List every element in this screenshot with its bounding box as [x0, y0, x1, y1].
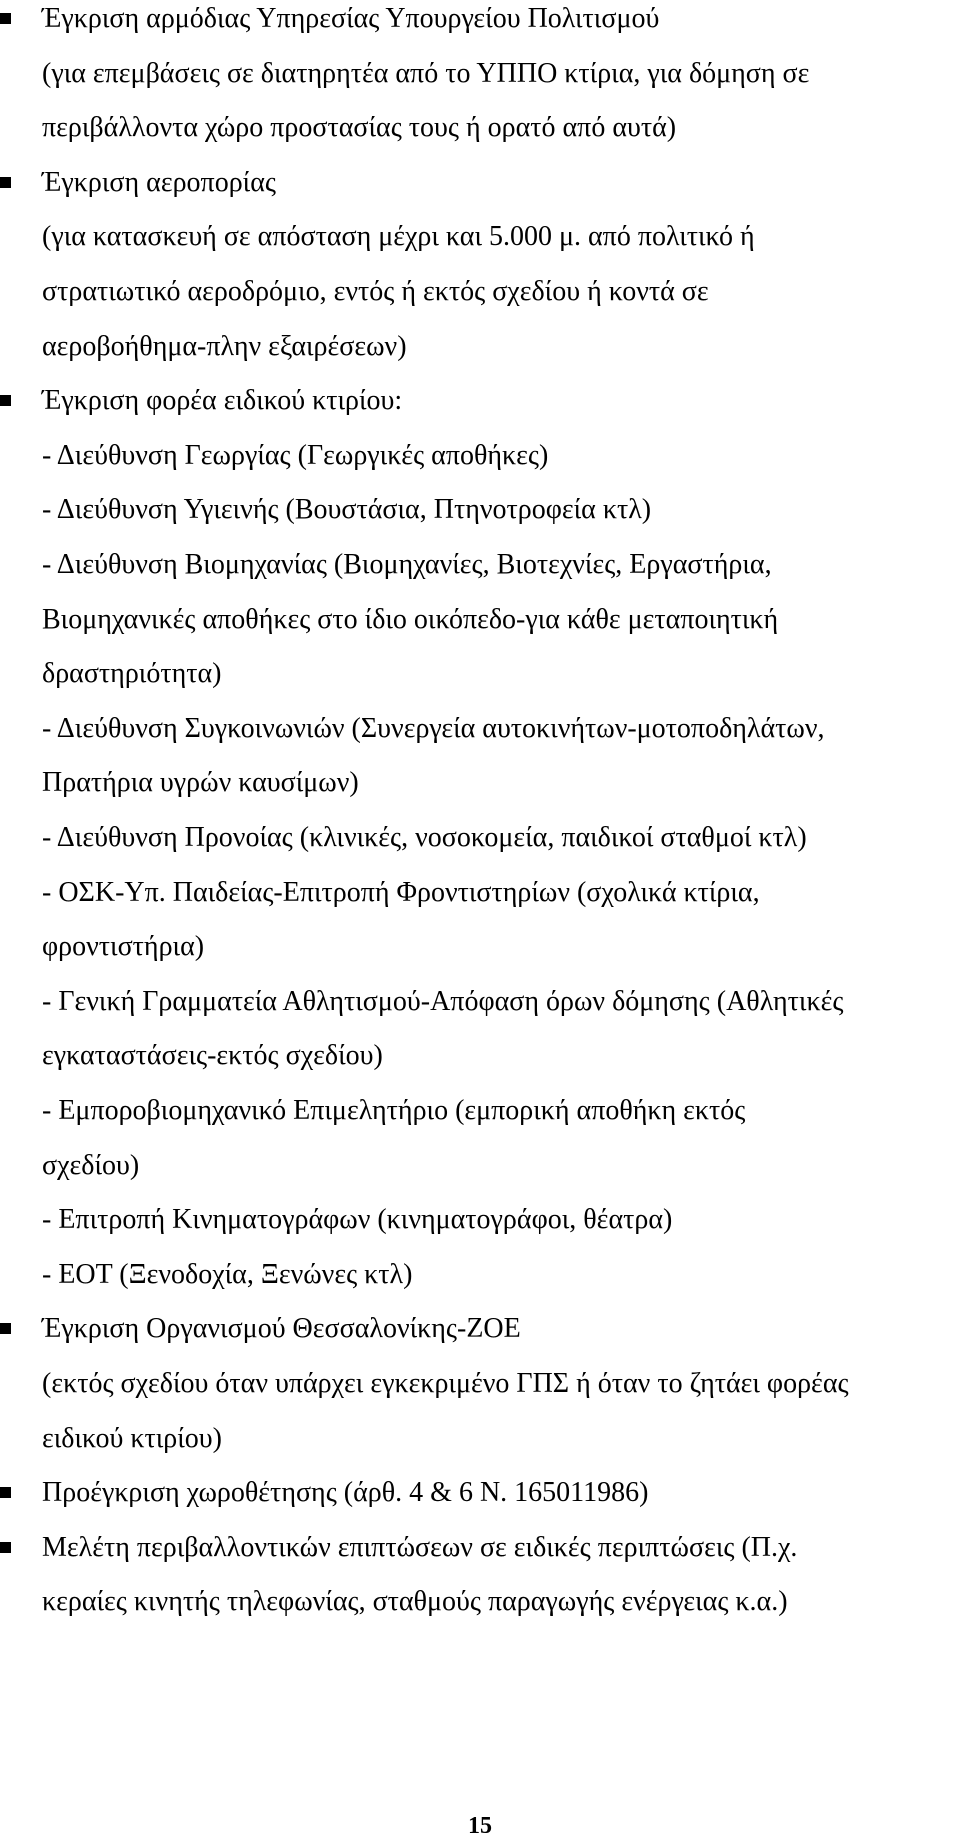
- list-item-heading: Έγκριση αρμόδιας Υπηρεσίας Υπουργείου Πολιτισμού: [42, 3, 660, 34]
- bullet-icon: [0, 1487, 11, 1498]
- list-item-text: εγκαταστάσεις-εκτός σχεδίου): [42, 1040, 383, 1072]
- list-item-heading: Έγκριση αεροπορίας: [42, 166, 276, 198]
- bullet-icon: [0, 177, 11, 188]
- list-item-text: Πρατήρια υγρών καυσίμων): [42, 767, 359, 799]
- list-item-text: φροντιστήρια): [42, 931, 205, 963]
- list-item-text: (για επεμβάσεις σε διατηρητέα από το ΥΠΠΟ κτίρια, για δόμηση σε: [42, 57, 810, 89]
- list-item-text: - Διεύθυνση Γεωργίας (Γεωργικές αποθήκες): [42, 439, 549, 471]
- list-item-text: - Διεύθυνση Υγιεινής (Βουστάσια, Πτηνοτροφεία κτλ): [42, 494, 652, 526]
- page-number: 15: [468, 1813, 492, 1839]
- bullet-icon: [0, 395, 11, 406]
- list-item-text: κεραίες κινητής τηλεφωνίας, σταθμούς παραγωγής ενέργειας κ.α.): [42, 1586, 788, 1618]
- list-item-text: - Γενική Γραμματεία Αθλητισμού-Απόφαση όρων δόμησης (Αθλητικές: [42, 985, 844, 1017]
- bullet-icon: [0, 13, 11, 24]
- list-item-text: δραστηριότητα): [42, 658, 222, 690]
- list-item-text: (εκτός σχεδίου όταν υπάρχει εγκεκριμένο ΓΠΣ ή όταν το ζητάει φορέας: [42, 1368, 849, 1399]
- list-item-text: Βιομηχανικές αποθήκες στο ίδιο οικόπεδο-για κάθε μεταποιητική: [42, 603, 779, 635]
- list-item-heading: Προέγκριση χωροθέτησης (άρθ. 4 & 6 Ν. 165011986): [42, 1477, 649, 1509]
- list-item-text: - ΟΣΚ-Υπ. Παιδείας-Επιτροπή Φροντιστηρίων (σχολικά κτίρια,: [42, 876, 760, 908]
- list-item-text: στρατιωτικό αεροδρόμιο, εντός ή εκτός σχεδίου ή κοντά σε: [42, 276, 709, 307]
- list-item-text: ειδικού κτιρίου): [42, 1422, 222, 1454]
- list-item-text: περιβάλλοντα χώρο προστασίας τους ή ορατό από αυτά): [42, 112, 677, 144]
- list-item-text: - Διεύθυνση Βιομηχανίας (Βιομηχανίες, Βιοτεχνίες, Εργαστήρια,: [42, 549, 772, 580]
- list-item-text: - Διεύθυνση Προνοίας (κλινικές, νοσοκομεία, παιδικοί σταθμοί κτλ): [42, 822, 807, 853]
- list-item-text: σχεδίου): [42, 1149, 140, 1181]
- list-item-text: - Εμποροβιομηχανικό Επιμελητήριο (εμπορική αποθήκη εκτός: [42, 1095, 746, 1126]
- bullet-icon: [0, 1542, 11, 1553]
- list-item-text: αεροβοήθημα-πλην εξαιρέσεων): [42, 330, 407, 362]
- list-item-heading: Μελέτη περιβαλλοντικών επιπτώσεων σε ειδικές περιπτώσεις (Π.χ.: [42, 1531, 798, 1563]
- list-item-text: - Διεύθυνση Συγκοινωνιών (Συνεργεία αυτοκινήτων-μοτοποδηλάτων,: [42, 712, 825, 744]
- list-item-heading: Έγκριση Οργανισμού Θεσσαλονίκης-ΖΟΕ: [42, 1313, 521, 1345]
- list-item-text: (για κατασκευή σε απόσταση μέχρι και 5.000 μ. από πολιτικό ή: [42, 221, 755, 253]
- list-item-heading: Έγκριση φορέα ειδικού κτιρίου:: [42, 385, 403, 417]
- list-item-text: - ΕΟΤ (Ξενοδοχία, Ξενώνες κτλ): [42, 1258, 413, 1290]
- bullet-icon: [0, 1323, 11, 1334]
- list-item-text: - Επιτροπή Κινηματογράφων (κινηματογράφοι, θέατρα): [42, 1204, 673, 1236]
